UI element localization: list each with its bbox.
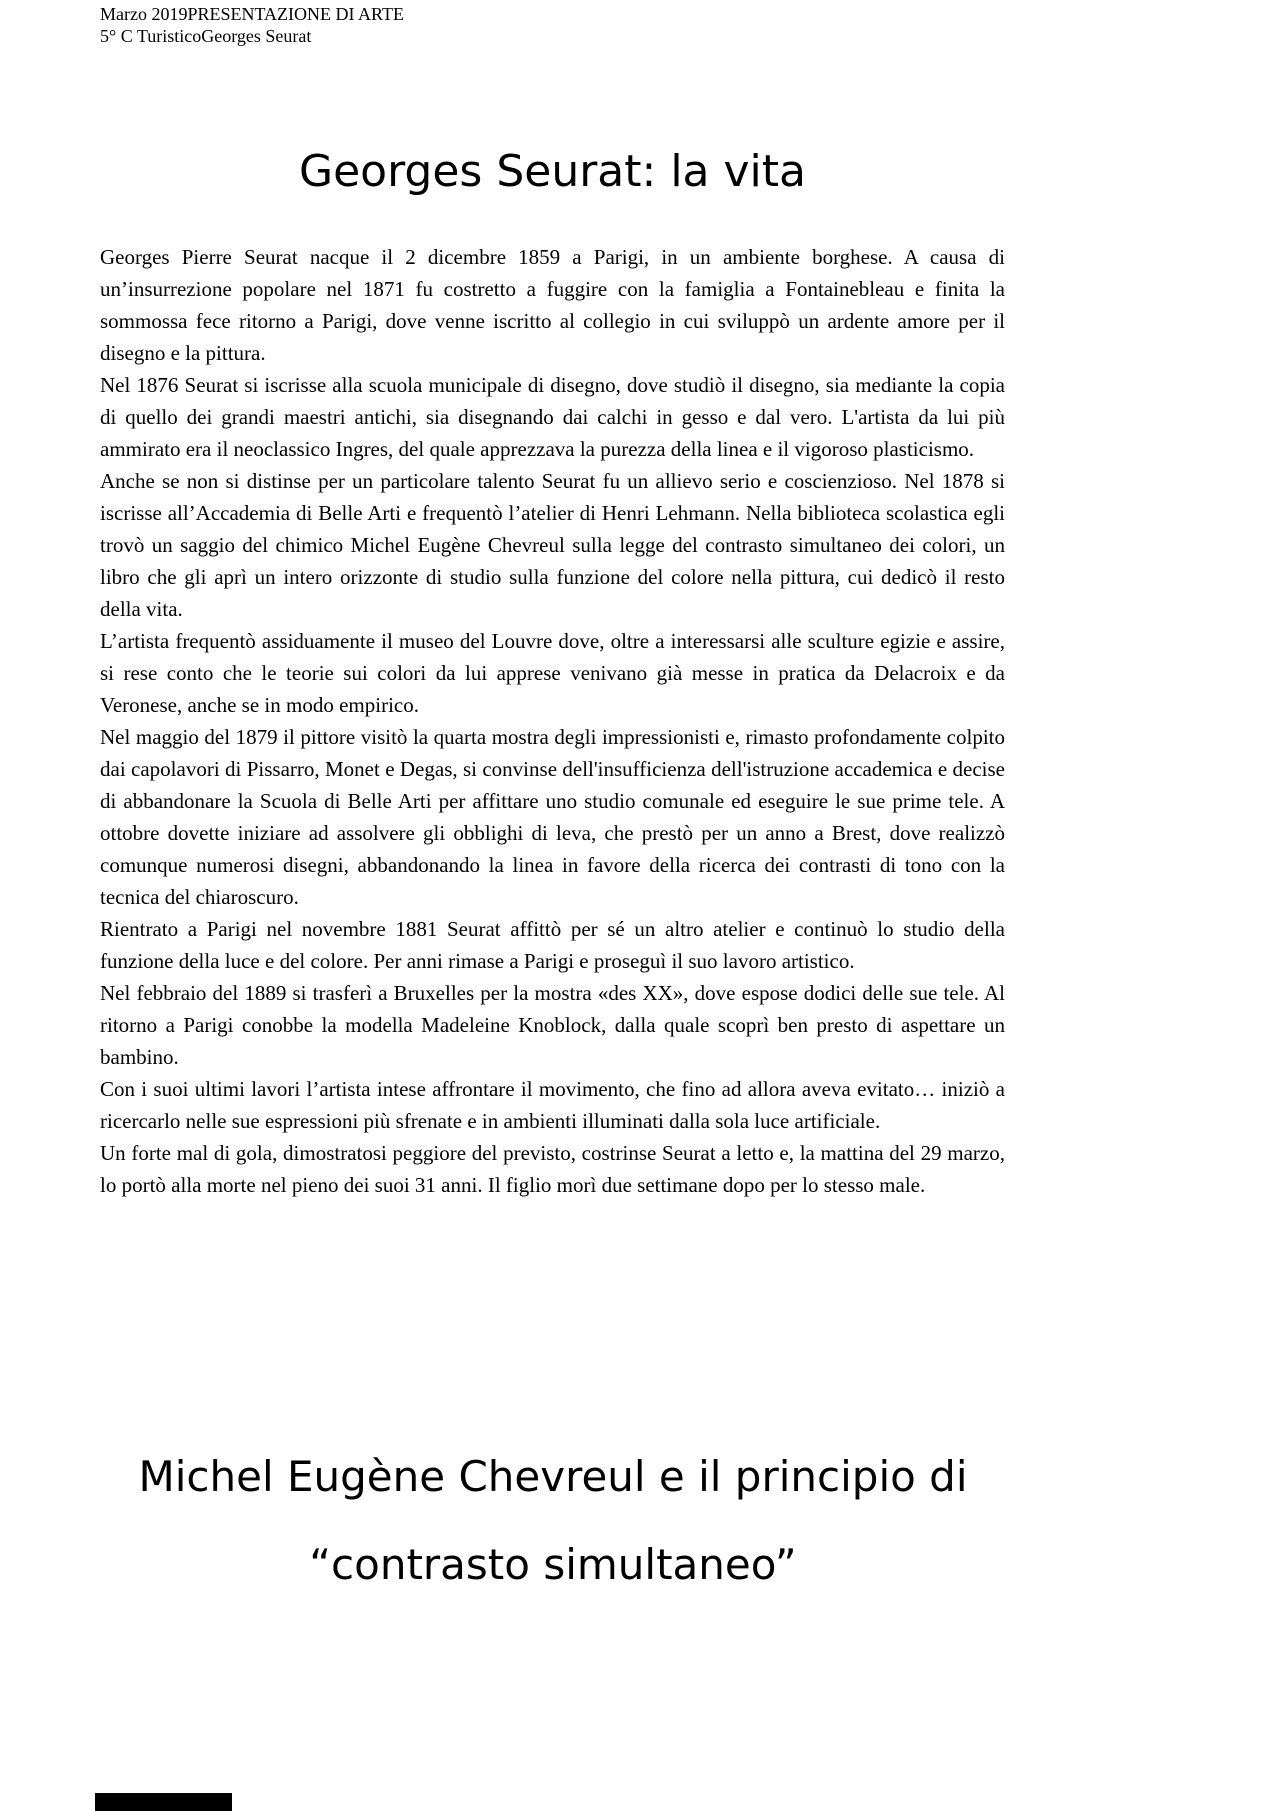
section-heading-line-1: Michel Eugène Chevreul e il principio di (138, 1452, 968, 1501)
page-title: Georges Seurat: la vita (299, 146, 806, 197)
page-header (100, 3, 404, 47)
paragraph-5: Nel maggio del 1879 il pittore visitò la quarta mostra degli impressionisti e, rimasto profondamente colpito dai capolavori di Pissarro, Monet e Degas, si convinse dell'insufficienza dell'istruzione accademica e decise di abbandonare la Scuola di Belle Arti per affittare uno studio comunale ed eseguire le sue prime tele. A ottobre dovette iniziare ad assolvere gli obblighi di leva, che prestò per un anno a Brest, dove realizzò comunque numerosi disegni, abbandonando la linea in favore della ricerca dei contrasti di tono con la tecnica del chiaroscuro. (100, 725, 1005, 909)
body-text (100, 241, 1005, 1201)
paragraph-8: Con i suoi ultimi lavori l’artista intese affrontare il movimento, che fino ad allora aveva evitato… iniziò a ricercarlo nelle sue espressioni più sfrenate e in ambienti illuminati dalla sola luce artificiale. (100, 1077, 1005, 1133)
paragraph-3: Anche se non si distinse per un particolare talento Seurat fu un allievo serio e coscienzioso. Nel 1878 si iscrisse all’Accademia di Belle Arti e frequentò l’atelier di Henri Lehmann. Nella biblioteca scolastica egli trovò un saggio del chimico Michel Eugène Chevreul sulla legge del contrasto simultaneo dei colori, un libro che gli aprì un intero orizzonte di studio sulla funzione del colore nella pittura, cui dedicò il resto della vita. (100, 469, 1005, 621)
paragraph-2: Nel 1876 Seurat si iscrisse alla scuola municipale di disegno, dove studiò il disegno, sia mediante la copia di quello dei grandi maestri antichi, sia disegnando dai calchi in gesso e dal vero. L'artista da lui più ammirato era il neoclassico Ingres, del quale apprezzava la purezza della linea e il vigoroso plasticismo. (100, 373, 1005, 461)
paragraph-6: Rientrato a Parigi nel novembre 1881 Seurat affittò per sé un altro atelier e continuò lo studio della funzione della luce e del colore. Per anni rimase a Parigi e proseguì il suo lavoro artistico. (100, 917, 1005, 973)
section-heading-line-2: “contrasto simultaneo” (309, 1540, 797, 1589)
header-line-1: Marzo 2019PRESENTAZIONE DI ARTE (100, 4, 404, 24)
paragraph-7: Nel febbraio del 1889 si trasferì a Bruxelles per la mostra «des XX», dove espose dodici delle sue tele. Al ritorno a Parigi conobbe la modella Madeleine Knoblock, dalla quale scoprì ben presto di aspettare un bambino. (100, 981, 1005, 1069)
next-page-banner-partial (95, 1793, 232, 1811)
paragraph-9: Un forte mal di gola, dimostratosi peggiore del previsto, costrinse Seurat a letto e, la mattina del 29 marzo, lo portò alla morte nel pieno dei suoi 31 anni. Il figlio morì due settimane dopo per lo stesso male. (100, 1141, 1005, 1197)
section-heading (88, 1452, 1018, 1590)
paragraph-1: Georges Pierre Seurat nacque il 2 dicembre 1859 a Parigi, in un ambiente borghese. A causa di un’insurrezione popolare nel 1871 fu costretto a fuggire con la famiglia a Fontainebleau e finita la sommossa fece ritorno a Parigi, dove venne iscritto al collegio in cui sviluppò un ardente amore per il disegno e la pittura. (100, 245, 1005, 365)
paragraph-4: L’artista frequentò assiduamente il museo del Louvre dove, oltre a interessarsi alle sculture egizie e assire, si rese conto che le teorie sui colori da lui apprese venivano già messe in pratica da Delacroix e da Veronese, anche se in modo empirico. (100, 629, 1005, 717)
header-line-2: 5° C TuristicoGeorges Seurat (100, 26, 312, 46)
